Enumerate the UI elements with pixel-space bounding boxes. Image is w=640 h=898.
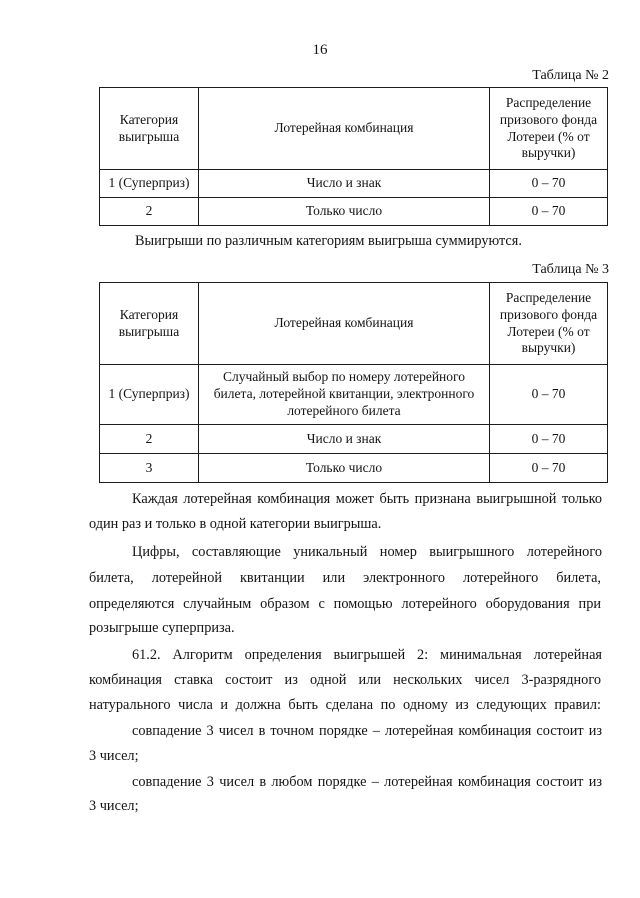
table-cell-combination: Только число — [199, 454, 490, 483]
table2 — [99, 87, 608, 226]
table-row — [100, 170, 608, 198]
table-cell-combination: Число и знак — [199, 170, 490, 198]
paragraph-3-line-2: комбинация ставка состоит из одной или нескольких чисел 3-разрядного — [89, 672, 601, 688]
table-cell-category: 2 — [100, 425, 199, 454]
paragraph-2-line-3: определяются случайным образом с помощью лотерейного оборудования при — [89, 596, 601, 612]
paragraph-4-line-1: совпадение 3 чисел в точном порядке – лотерейная комбинация состоит из — [132, 723, 602, 739]
note-sum: Выигрыши по различным категориям выигрыша суммируются. — [135, 233, 522, 249]
table3-header-combination: Лотерейная комбинация — [199, 283, 490, 365]
table-row — [100, 198, 608, 226]
table-cell-combination: Случайный выбор по номеру лотерейного билета, лотерейной квитанции, электронного лотерейного билета — [199, 365, 490, 425]
paragraph-5-line-2: 3 чисел; — [89, 798, 139, 814]
table-cell-category: 1 (Суперприз) — [100, 170, 199, 198]
table2-header-row — [100, 88, 608, 170]
table2-header-distribution: Распределение призового фонда Лотереи (% от выручки) — [490, 88, 608, 170]
paragraph-3-line-1: 61.2. Алгоритм определения выигрышей 2: минимальная лотерейная — [132, 647, 602, 663]
table3-header-category: Категория выигрыша — [100, 283, 199, 365]
paragraph-2-line-2: билета, лотерейной квитанции или электронного лотерейного билета, — [89, 570, 601, 586]
paragraph-3-line-3: натурального числа и должна быть сделана по одному из следующих правил: — [89, 697, 601, 713]
table3 — [99, 282, 608, 483]
table-cell-combination: Только число — [199, 198, 490, 226]
table-cell-combination: Число и знак — [199, 425, 490, 454]
table2-header-combination: Лотерейная комбинация — [199, 88, 490, 170]
paragraph-4-line-2: 3 чисел; — [89, 748, 139, 764]
table-cell-distribution: 0 – 70 — [490, 170, 608, 198]
table3-header-row — [100, 283, 608, 365]
table-cell-category: 3 — [100, 454, 199, 483]
page-number: 16 — [312, 42, 328, 58]
paragraph-2-line-4: розыгрыше суперприза. — [89, 620, 235, 636]
table-cell-category: 2 — [100, 198, 199, 226]
table2-header-category: Категория выигрыша — [100, 88, 199, 170]
paragraph-2-line-1: Цифры, составляющие уникальный номер выигрышного лотерейного — [132, 544, 602, 560]
table-row — [100, 425, 608, 454]
table3-caption: Таблица № 3 — [532, 262, 609, 277]
table-cell-category: 1 (Суперприз) — [100, 365, 199, 425]
table-row — [100, 454, 608, 483]
table2-caption: Таблица № 2 — [532, 68, 609, 83]
table-cell-distribution: 0 – 70 — [490, 425, 608, 454]
table-cell-distribution: 0 – 70 — [490, 365, 608, 425]
table-cell-distribution: 0 – 70 — [490, 198, 608, 226]
table3-header-distribution: Распределение призового фонда Лотереи (% от выручки) — [490, 283, 608, 365]
paragraph-5-line-1: совпадение 3 чисел в любом порядке – лотерейная комбинация состоит из — [132, 774, 602, 790]
table-row — [100, 365, 608, 425]
paragraph-1-line-1: Каждая лотерейная комбинация может быть признана выигрышной только — [132, 491, 602, 507]
paragraph-1-line-2: один раз и только в одной категории выигрыша. — [89, 516, 382, 532]
table-cell-distribution: 0 – 70 — [490, 454, 608, 483]
